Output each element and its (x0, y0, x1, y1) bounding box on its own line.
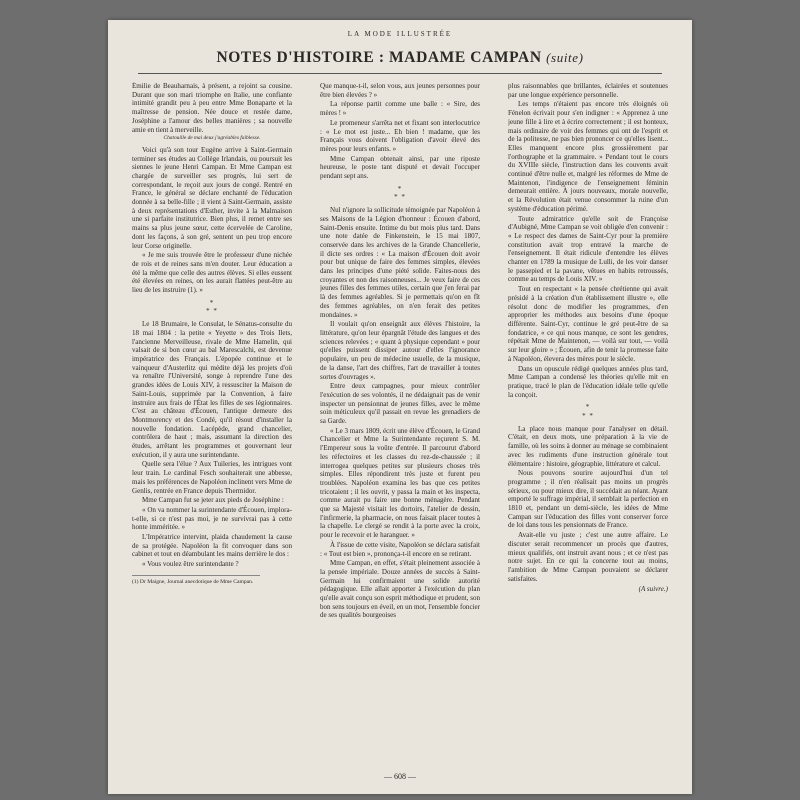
footnote: (1) Dr Maigne, Journal anecdotique de Mme Campan. (132, 575, 260, 586)
running-head: LA MODE ILLUSTRÉE (347, 30, 453, 38)
paragraph: Le promeneur s'arrêta net et fixant son interlocutrice : « Le mot est juste... Eh bien ! madame, que les Français vous doivent l'obligation d'avoir élevé des mères pour leurs enfants. » (320, 118, 480, 153)
paragraph: Les temps n'étaient pas encore très éloignés où Fénelon écrivait pour s'en indigner : « Apprenez à une jeune fille à lire et à écrire correctement ; il est honteux, mais ordinaire de voir des femmes qui ont de l'esprit et de la politesse, ne pas bien prononcer ce qu'elles lisent... Elles manquent encore plus grossièrement par l'orthographe et la grammaire. » Pendant tout le cours du XVIIIe siècle, l'instruction dans les couvents avait continué d'être nulle et, malgré les réformes de Mme de Maintenon, l'indigence de l'enseignement féminin demeurait entière. À jours nouveaux, morale nouvelle, et la Révolution était venue consommer la ruine d'un système d'éducation périmé. (508, 100, 668, 213)
title-text: NOTES D'HISTOIRE : MADAME CAMPAN (216, 49, 542, 66)
paragraph: L'Impératrice intervint, plaida chaudement la cause de sa protégée. Napoléon la fit convoquer dans son cabinet et tout en déambulant les mains derrière le dos : (132, 533, 292, 559)
paragraph: Mme Campan, en effet, s'était pleinement associée à la pensée impériale. Douze années de succès à Saint-Germain lui confirmaient une solide autorité pédagogique. Elle allait apporter à l'exécution du plan qu'elle avait conçu son esprit méthodique et prudent, son bon sens toujours en éveil, en un mot, l'ensemble foncier de ses qualités bourgeoises (320, 559, 480, 620)
paragraph: Il voulait qu'on enseignât aux élèves l'histoire, la littérature, qu'on leur épargnât l'étude des langues et des sciences relevées ; « quant à physique cependant » pour qu'elles puissent dissiper autour d'elles l'ignorance populaire, un peu de médecine usuelle, de la musique, de la danse, l'art des chiffres, l'art de travailler à toutes sortes d'ouvrages ». (320, 320, 480, 381)
magazine-page (108, 20, 692, 794)
text-column-2 (320, 82, 480, 774)
paragraph: Le 18 Brumaire, le Consulat, le Sénatus-consulte du 18 mai 1804 : la petite « Yeyette » des Trois Ilets, l'ancienne Merveilleuse, rivale de Mme Hamelin, qui valsait de si bon cœur au bal Marescalchi, est devenue impératrice des Français. L'épopée continue et le vainqueur d'Austerlitz qui médite déjà les projets d'où va renaître l'Université, songe à reprendre l'une des grandes idées de Louis XIV, à ressusciter la Maison de Saint-Louis, supprimée par la Convention, à faire instruire aux frais de l'État les filles de ses légionnaires. C'est au château d'Écouen, l'antique demeure des Montmorency et des Condé, qu'il résout d'installer la nouvelle fondation. Lacépède, grand chancelier, contrôlera de haut ; mais, assumant la direction des études, arrêtant les programmes et gouvernant leur exécution, il y aura une surintendante. (132, 320, 292, 459)
paragraph: Mme Campan fut se jeter aux pieds de Joséphine : (142, 496, 284, 505)
title-rule (138, 73, 662, 74)
paragraph: La place nous manque pour l'analyser en détail. C'était, en deux mots, une préparation à la vie de famille, où les soins à donner au ménage se combinaient avec les rudiments d'une instruction générale tout élémentaire : histoire, géographie, littérature et calcul. (508, 424, 668, 468)
paragraph: Nous pouvons sourire aujourd'hui d'un tel programme ; il n'en réalisait pas moins un progrès sérieux, ou pour mieux dire, il succédait au néant. Ayant emporté le suffrage impérial, il semblait la perfection en 1810 et, pendant un demi-siècle, les idées de Mme Campan sur l'éducation des filles vont conserver force de loi dans tous les pensionnats de France. (508, 469, 668, 530)
paragraph: Émilie de Beauharnais, à présent, a rejoint sa cousine. Durant que son mari triomphe en Italie, une confiante intimité grandit peu à peu entre Mme Bonaparte et la maîtresse de pension. Née douce et restée dame, Joséphine a l'amour des belles manières ; sa nouvelle amie en tient à merveille. (132, 82, 292, 134)
caption: Chatouille de mai deux j'agréables faiblesse. (163, 135, 261, 142)
paragraph: « Le 3 mars 1809, écrit une élève d'Écouen, le Grand Chancelier et Mme la Surintendante reçurent S. M. l'Empereur sous la voûte d'entrée. Il parcourut d'abord les réfectoires et les classes du rez-de-chaussée ; il interrogea quelques petites sur plusieurs choses très simples. Elles répondirent très juste et furent peu troublées. Napoléon examina les bas que ces petites tricotaient ; il les ouvrit, y passa la main et les inspecta, comme aurait pu faire une bonne ménagère. Pendant que sa Majesté visitait les dortoirs, l'atelier de dessin, l'infirmerie, la pharmacie, on nous faisait placer toutes à la chapelle. Le clergé se rendit à la porte avec la croix, pour le recevoir et le haranguer. » (320, 426, 480, 540)
text-column-3 (508, 82, 668, 774)
paragraph: Nul n'ignore la sollicitude témoignée par Napoléon à ses Maisons de la Légion d'honneur : Écouen d'abord, Saint-Denis ensuite. Intime du but mois plus tard. Dans une note datée de Finkenstein, le 15 mai 1807, conservée dans les archives de la Grande Chancellerie, il dicte ses ordres : « La maison d'Écouen doit avoir pour but unique de faire des femmes simples, élevées dans les principes d'une piété solide. Faites-nous des croyantes et non des raisonneuses... Je veux faire de ces jeunes filles des femmes utiles, certain que j'en ferai par là des femmes agréables. Si je permettais qu'on en fît des femmes agréables, on n'en ferait des petites mondaines. » (320, 206, 480, 319)
paragraph: Toute admiratrice qu'elle soit de Françoise d'Aubigné, Mme Campan se voit obligée d'en convenir : « Le respect des dames de Saint-Cyr pour la première constitution avait trop entravé la marche de l'enseignement. Il était ridicule d'entendre les élèves chanter en 1789 la musique de Lulli, de les voir danser le passepied et la pavane, vêtues en habits retroussés, comme au temps de Louis XIV. » (508, 214, 668, 284)
paragraph: « Vous voulez être surintendante ? (142, 560, 239, 569)
paragraph: « On va nommer la surintendante d'Écouen, implora-t-elle, si ce n'est pas moi, je ne survivrai pas à cette honte imméritée. » (132, 505, 292, 532)
article-title (108, 49, 692, 67)
paragraph: « Je me suis trouvée être le professeur d'une nichée de rois et de reines sans m'en douter. Leur éducation a été la même que celle des autres élèves. Si elles eussent été élevées en reines, on les aurait flattées peut-être au lieu de les instruire (1). » (132, 251, 292, 295)
paragraph: Entre deux campagnes, pour mieux contrôler l'exécution de ses volontés, il ne dédaignait pas de venir inspecter un pensionnat de jeunes filles, avec le même soin méticuleux qu'il passait en revue les grenadiers de sa Garde. (320, 382, 480, 426)
page-number: — 608 — (384, 772, 416, 781)
to-be-continued: (A suivre.) (638, 585, 668, 594)
paragraph: Quelle sera l'élue ? Aux Tuileries, les intrigues vont leur train. Le cardinal Fesch souhaiterait une abbesse, mais les préférences de Napoléon inclinent vers Mme de Genlis, rentrée en France depuis Thermidor. (132, 460, 292, 495)
paragraph: La réponse partit comme une balle : « Sire, des mères ! » (320, 100, 480, 118)
section-divider: * * * (582, 403, 594, 421)
paragraph: Avait-elle vu juste ; c'est une autre affaire. Le discuter serait recommencer un procès que d'autres, mieux qualifiés, ont instruit avant nous ; et ce n'est pas notre sujet. En ce qui la concerne tout au moins, l'ambition de Mme Campan pouvaient se déclarer satisfaites. (508, 531, 668, 583)
paragraph: Tout en respectant « la pensée chrétienne qui avait présidé à la création d'un établissement illustre », elle résolut donc de modifier les programmes, d'en approprier les méthodes aux besoins d'une époque différente. Saint-Cyr, continue le gré peut-être de sa fondatrice, « ce qui nous manque, ce sont les gendres, répétait Mme de Maintenon, — voilà sur tout, — voilà sur leur gloire » ; Écouen, afin de tenir la promesse faite à Napoléon, élevera des mères pour le siècle. (508, 285, 668, 363)
paragraph: À l'issue de cette visite, Napoléon se déclara satisfait : « Tout est bien », prononça-t-il encore en se retirant. (320, 540, 480, 558)
section-divider: * * * (206, 298, 218, 316)
paragraph: Voici qu'à son tour Eugène arrive à Saint-Germain terminer ses études au Collège Irlandais, ou poursuit les siennes le jeune Henri Campan. Et Mme Campan est chargée de surveiller ses progrès, lui sert de correspondant, le reçoit aux jours de congé. Rentré en France, le général se déclare enchanté de l'éducation donnée à sa belle-fille ; il vient à Saint-Germain, assiste à deux représentations d'Esther, invite à la Malmaison une si parfaite institutrice. Bien plus, il remet entre ses mains sa plus jeune sœur, cette écervelée de Caroline, dont les façons, à son gré, sentent un peu trop encore leur Corse originelle. (132, 145, 292, 250)
paragraph: Mme Campan obtenait ainsi, par une riposte heureuse, le poste tant disputé et devait l'occuper pendant sept ans. (320, 154, 480, 181)
title-suffix: (suite) (546, 50, 584, 65)
text-column-1 (132, 82, 292, 774)
paragraph: Dans un opuscule rédigé quelques années plus tard, Mme Campan a condensé les théories qu'elle mit en pratique, tracé le plan de l'éducation idéale telle qu'elle la conçoit. (508, 364, 668, 399)
paragraph: plus raisonnables que brillantes, éclairées et soutenues par une longue expérience personnelle. (508, 82, 668, 99)
paragraph: Que manque-t-il, selon vous, aux jeunes personnes pour être bien élevées ? » (320, 82, 480, 99)
section-divider: * * * (394, 184, 406, 202)
